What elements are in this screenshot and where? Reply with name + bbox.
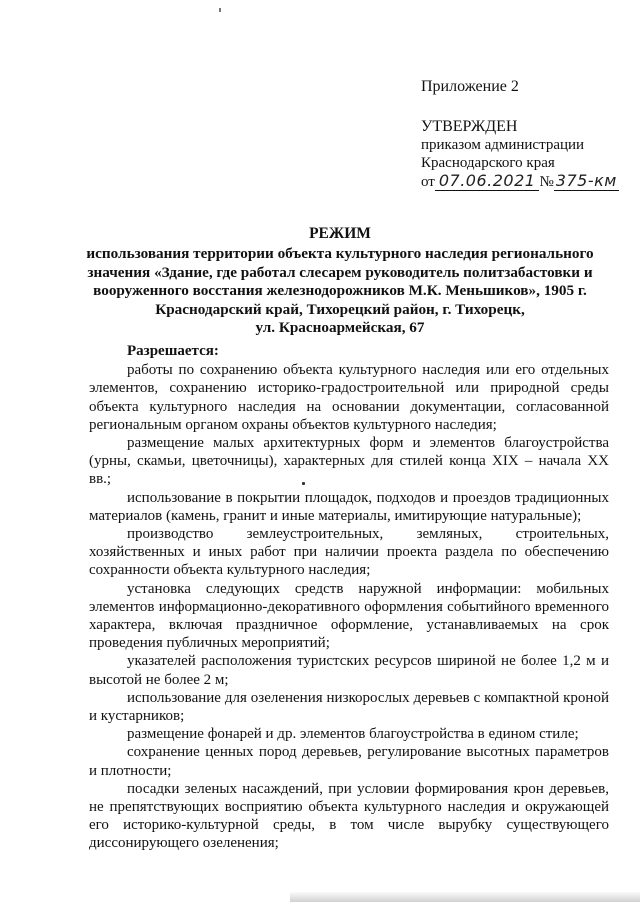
number-prefix: № bbox=[539, 174, 554, 190]
date-prefix: от bbox=[421, 174, 435, 190]
handwritten-number: 375-км bbox=[555, 171, 617, 190]
scan-mark bbox=[219, 8, 221, 12]
scan-speck bbox=[302, 482, 305, 485]
document-heading bbox=[70, 225, 610, 337]
paragraph: производство землеустроительных, земляных, строительных, хозяйственных и иных работ при наличии проекта раздела по обеспечению сохранности объекта культурного наследия; bbox=[89, 526, 609, 579]
document-body bbox=[89, 342, 609, 853]
paragraph: сохранение ценных пород деревьев, регулирование высотных параметров и плотности; bbox=[89, 744, 609, 779]
heading-title: РЕЖИМ bbox=[309, 225, 371, 242]
handwritten-date: 07.06.2021 bbox=[435, 172, 540, 191]
approval-date-line bbox=[421, 172, 621, 191]
paragraph: использование в покрытии площадок, подходов и проездов традиционных материалов (камень, гранит и иные материалы, имитирующие натуральные); bbox=[89, 489, 609, 524]
heading-line: использования территории объекта культурного наследия регионального bbox=[86, 245, 594, 263]
section-title-allowed: Разрешается: bbox=[127, 343, 219, 359]
heading-line: значения «Здание, где работал слесарем руководитель политзабастовки и bbox=[87, 263, 593, 281]
approval-line-2: Краснодарского края bbox=[421, 155, 555, 171]
paragraph: работы по сохранению объекта культурного наследия или его отдельных элементов, сохранению историко-градостроительной или природной среды объекта культурного наследия на основании документации, согласованной региональным органом охраны объектов культурного наследия; bbox=[89, 362, 609, 433]
paragraph: посадки зеленых насаждений, при условии формирования крон деревьев, не препятствующих восприятию объекта культурного наследия и окружающей его историко-культурной среды, в том числе вырубку существующего диссонирующего озеленения; bbox=[89, 780, 609, 852]
approved-stamp: УТВЕРЖДЕН bbox=[421, 118, 518, 135]
heading-line: Краснодарский край, Тихорецкий район, г. Тихорецк, bbox=[155, 300, 525, 318]
heading-line: вооруженного восстания железнодорожников М.К. Меньшиков», 1905 г. bbox=[93, 282, 587, 300]
approval-block bbox=[421, 78, 621, 191]
paragraph: размещение малых архитектурных форм и элементов благоустройства (урны, скамьи, цветочницы), характерных для стилей конца XIX – начала XX вв.; bbox=[89, 435, 609, 488]
heading-line: ул. Красноармейская, 67 bbox=[255, 319, 425, 337]
paragraph: размещение фонарей и др. элементов благоустройства в едином стиле; bbox=[127, 726, 579, 743]
paragraph: использование для озеленения низкорослых деревьев с компактной кроной и кустарников; bbox=[89, 689, 609, 725]
paragraph: установка следующих средств наружной информации: мобильных элементов информационно-декоративного оформления событийного временного характера, включая праздничное оформление, устанавливаемых на срок проведения публичных мероприятий; bbox=[89, 580, 609, 652]
paragraph: указателей расположения туристских ресурсов шириной не более 1,2 м и высотой не более 2 м; bbox=[89, 653, 609, 688]
appendix-label: Приложение 2 bbox=[421, 78, 519, 95]
scan-edge-shadow bbox=[290, 892, 640, 902]
approval-line-1: приказом администрации bbox=[421, 137, 585, 153]
